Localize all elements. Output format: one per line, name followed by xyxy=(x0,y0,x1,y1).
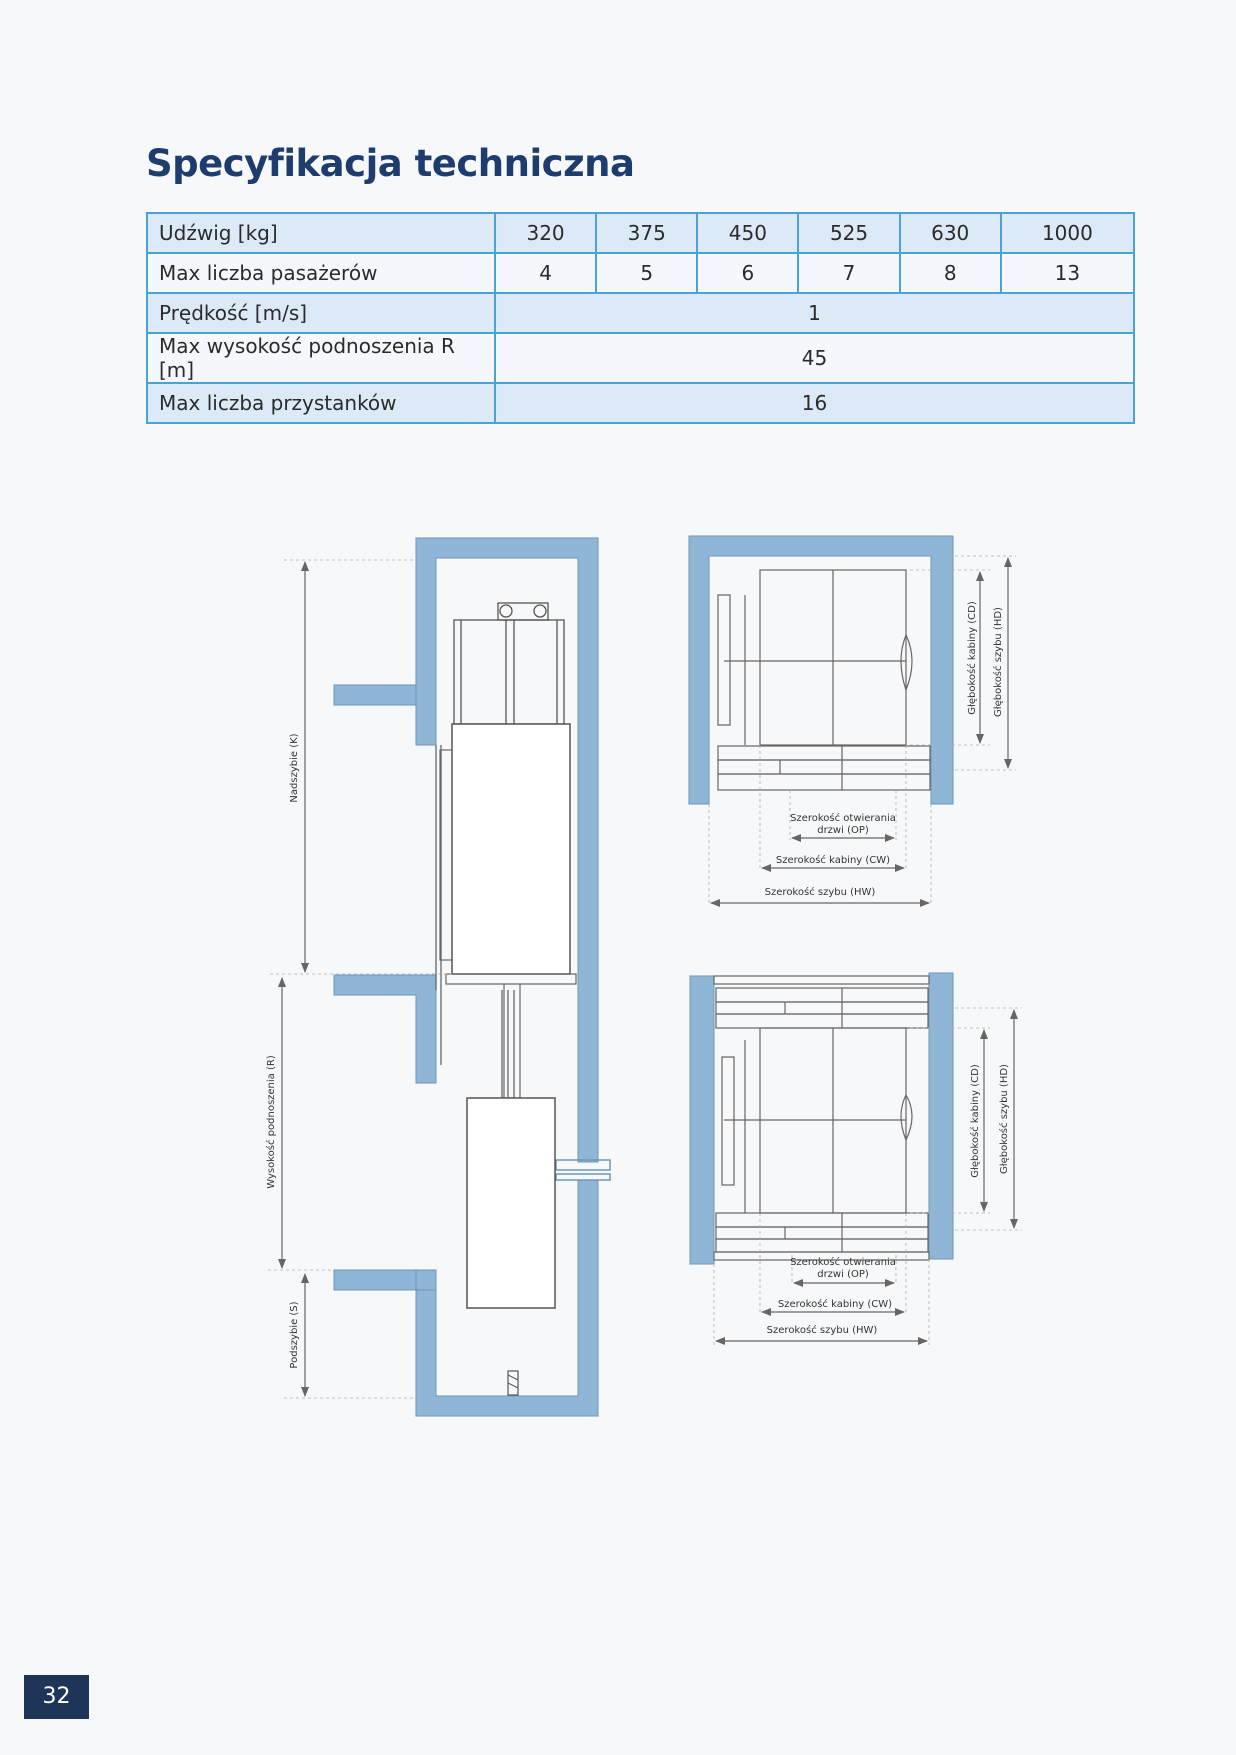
car-outline xyxy=(718,570,930,790)
shaft-walls xyxy=(334,538,598,1416)
row-label: Max wysokość podnoszenia R [m] xyxy=(147,333,495,383)
table-cell: 5 xyxy=(596,253,697,293)
overhead-label: Nadszybie (K) xyxy=(289,733,300,803)
car-width-label: Szerokość kabiny (CW) xyxy=(775,855,891,866)
table-cell: 1 xyxy=(495,293,1134,333)
table-cell: 1000 xyxy=(1001,213,1134,253)
table-cell: 4 xyxy=(495,253,596,293)
table-cell: 16 xyxy=(495,383,1134,423)
shaft-walls xyxy=(689,536,953,804)
car-door xyxy=(440,750,452,960)
door-opening-label: drzwi (OP) xyxy=(817,1269,869,1280)
row-label: Udźwig [kg] xyxy=(147,213,495,253)
table-cell: 525 xyxy=(798,213,899,253)
table-cell: 450 xyxy=(697,213,798,253)
shaft-width-label: Szerokość szybu (HW) xyxy=(766,1325,878,1336)
car-depth-label: Głębokość kabiny (CD) xyxy=(970,1064,981,1178)
car-depth-label: Głębokość kabiny (CD) xyxy=(967,601,978,715)
door-opening-label: drzwi (OP) xyxy=(817,825,869,836)
plan-view-top xyxy=(689,536,1016,905)
door-opening-label: Szerokość otwierania xyxy=(790,813,896,824)
travel-height-label: Wysokość podnoszenia (R) xyxy=(266,1055,277,1189)
ropes xyxy=(504,984,520,1098)
table-cell: 630 xyxy=(900,213,1001,253)
shaft-width-label: Szerokość szybu (HW) xyxy=(764,887,876,898)
elevator-car xyxy=(452,724,570,974)
table-cell: 13 xyxy=(1001,253,1134,293)
row-label: Prędkość [m/s] xyxy=(147,293,495,333)
page-number: 32 xyxy=(24,1675,89,1719)
shaft-depth-label: Głębokość szybu (HD) xyxy=(993,607,1004,717)
car-sling xyxy=(454,603,564,724)
buffer-icon xyxy=(508,1371,518,1395)
table-cell: 375 xyxy=(596,213,697,253)
plan-view-bottom xyxy=(690,973,1022,1345)
page-title: Specyfikacja techniczna xyxy=(146,142,635,185)
shaft-section-diagram xyxy=(265,538,610,1416)
car-outline xyxy=(714,976,929,1260)
dimension-arrows xyxy=(711,558,1008,903)
car-width-label: Szerokość kabiny (CW) xyxy=(777,1299,893,1310)
table-cell: 8 xyxy=(900,253,1001,293)
shaft-walls xyxy=(690,973,953,1264)
counterweight xyxy=(467,1098,555,1308)
row-label: Max liczba pasażerów xyxy=(147,253,495,293)
table-cell: 7 xyxy=(798,253,899,293)
row-label: Max liczba przystanków xyxy=(147,383,495,423)
pit-label: Podszybie (S) xyxy=(289,1301,300,1369)
table-cell: 6 xyxy=(697,253,798,293)
table-cell: 45 xyxy=(495,333,1134,383)
table-cell: 320 xyxy=(495,213,596,253)
door-opening-label: Szerokość otwierania xyxy=(790,1257,896,1268)
shaft-depth-label: Głębokość szybu (HD) xyxy=(999,1064,1010,1174)
dimension-arrows xyxy=(282,562,305,1396)
